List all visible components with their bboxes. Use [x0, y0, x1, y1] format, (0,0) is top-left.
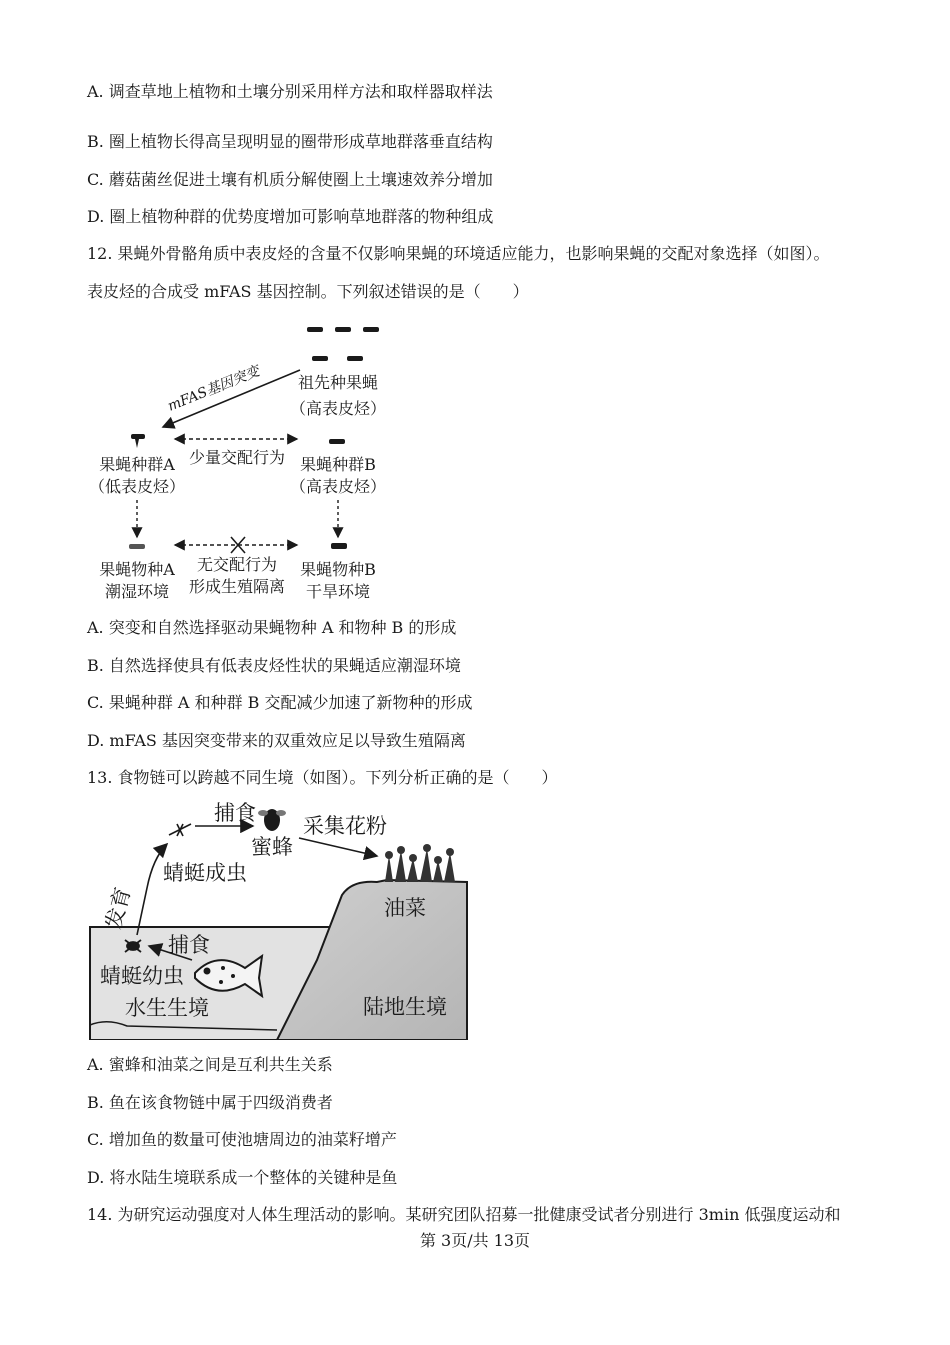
- q13-option-b: B. 鱼在该食物链中属于四级消费者: [87, 1093, 333, 1112]
- dragonfly-adult-icon: [169, 824, 191, 836]
- develop-label: 发育: [101, 884, 136, 932]
- pop-a-fly-icon: [131, 434, 145, 448]
- bee-label: 蜜蜂: [251, 835, 293, 859]
- species-b-fly-icon: [331, 543, 347, 549]
- reproductive-isolation-label: 形成生殖隔离: [188, 577, 286, 596]
- collect-pollen-label: 采集花粉: [303, 814, 387, 838]
- q13-stem: 13. 食物链可以跨越不同生境（如图）。下列分析正确的是（ ）: [87, 768, 558, 787]
- aquatic-habitat-label: 水生生境: [125, 996, 209, 1020]
- collect-arrow: [299, 838, 377, 856]
- prey-label-2: 捕食: [168, 933, 210, 957]
- pop-b-label: 果蝇种群B: [300, 455, 376, 474]
- pop-a-label: 果蝇种群A: [99, 455, 175, 474]
- dragonfly-larva-icon: [125, 940, 141, 952]
- species-a-env-label: 潮湿环境: [104, 582, 170, 601]
- q12-option-a: A. 突变和自然选择驱动果蝇物种 A 和物种 B 的形成: [87, 618, 457, 637]
- little-mating-label: 少量交配行为: [188, 448, 286, 467]
- q12-stem-line2: 表皮烃的合成受 mFAS 基因控制。下列叙述错误的是（ ）: [87, 282, 529, 301]
- pop-a-trait-label: （低表皮烃）: [88, 477, 186, 496]
- q14-stem: 14. 为研究运动强度对人体生理活动的影响。某研究团队招募一批健康受试者分别进行 3min 低强度运动和: [87, 1205, 841, 1224]
- q13-option-d: D. 将水陆生境联系成一个整体的关键种是鱼: [87, 1168, 398, 1187]
- q12-stem-line1: 12. 果蝇外骨骼角质中表皮烃的含量不仅影响果蝇的环境适应能力，也影响果蝇的交配对象选择（如图）。: [87, 244, 830, 263]
- prey-label-1: 捕食: [214, 801, 256, 825]
- page-footer: 第 3页/共 13页: [419, 1231, 531, 1250]
- pop-b-fly-icon: [329, 439, 345, 444]
- ancestor-fly-icons: [307, 327, 379, 361]
- q12-speciation-diagram: [85, 315, 405, 605]
- mutation-label: mFAS基因突变: [165, 363, 262, 415]
- ancestor-label: 祖先种果蝇: [297, 373, 379, 392]
- q11-option-d: D. 圈上植物种群的优势度增加可影响草地群落的物种组成: [87, 207, 494, 226]
- bee-icon: [258, 809, 286, 831]
- species-b-label: 果蝇物种B: [300, 560, 376, 579]
- ancestor-trait-label: （高表皮烃）: [289, 399, 387, 418]
- larva-label: 蜻蜓幼虫: [100, 964, 184, 988]
- q13-food-chain-diagram: [87, 800, 472, 1040]
- land-habitat-label: 陆地生境: [363, 995, 447, 1019]
- no-mating-label: 无交配行为: [196, 555, 278, 574]
- rapeseed-plants-icon: [385, 844, 455, 882]
- rape-label: 油菜: [384, 896, 426, 920]
- species-b-env-label: 干旱环境: [305, 582, 371, 601]
- q13-option-c: C. 增加鱼的数量可使池塘周边的油菜籽增产: [87, 1130, 397, 1149]
- q11-option-a: A. 调查草地上植物和土壤分别采用样方法和取样器取样法: [87, 82, 493, 101]
- adult-label: 蜻蜓成虫: [163, 861, 247, 885]
- pop-b-trait-label: （高表皮烃）: [289, 477, 387, 496]
- species-a-fly-icon: [129, 544, 145, 549]
- q13-option-a: A. 蜜蜂和油菜之间是互利共生关系: [87, 1055, 333, 1074]
- q11-option-b: B. 圈上植物长得高呈现明显的圈带形成草地群落垂直结构: [87, 132, 493, 151]
- q12-option-d: D. mFAS 基因突变带来的双重效应足以导致生殖隔离: [87, 731, 466, 750]
- q11-option-c: C. 蘑菇菌丝促进土壤有机质分解使圈上土壤速效养分增加: [87, 170, 493, 189]
- species-a-label: 果蝇物种A: [99, 560, 175, 579]
- q12-option-c: C. 果蝇种群 A 和种群 B 交配减少加速了新物种的形成: [87, 693, 473, 712]
- q12-option-b: B. 自然选择使具有低表皮烃性状的果蝇适应潮湿环境: [87, 656, 461, 675]
- develop-arrow: [137, 844, 167, 935]
